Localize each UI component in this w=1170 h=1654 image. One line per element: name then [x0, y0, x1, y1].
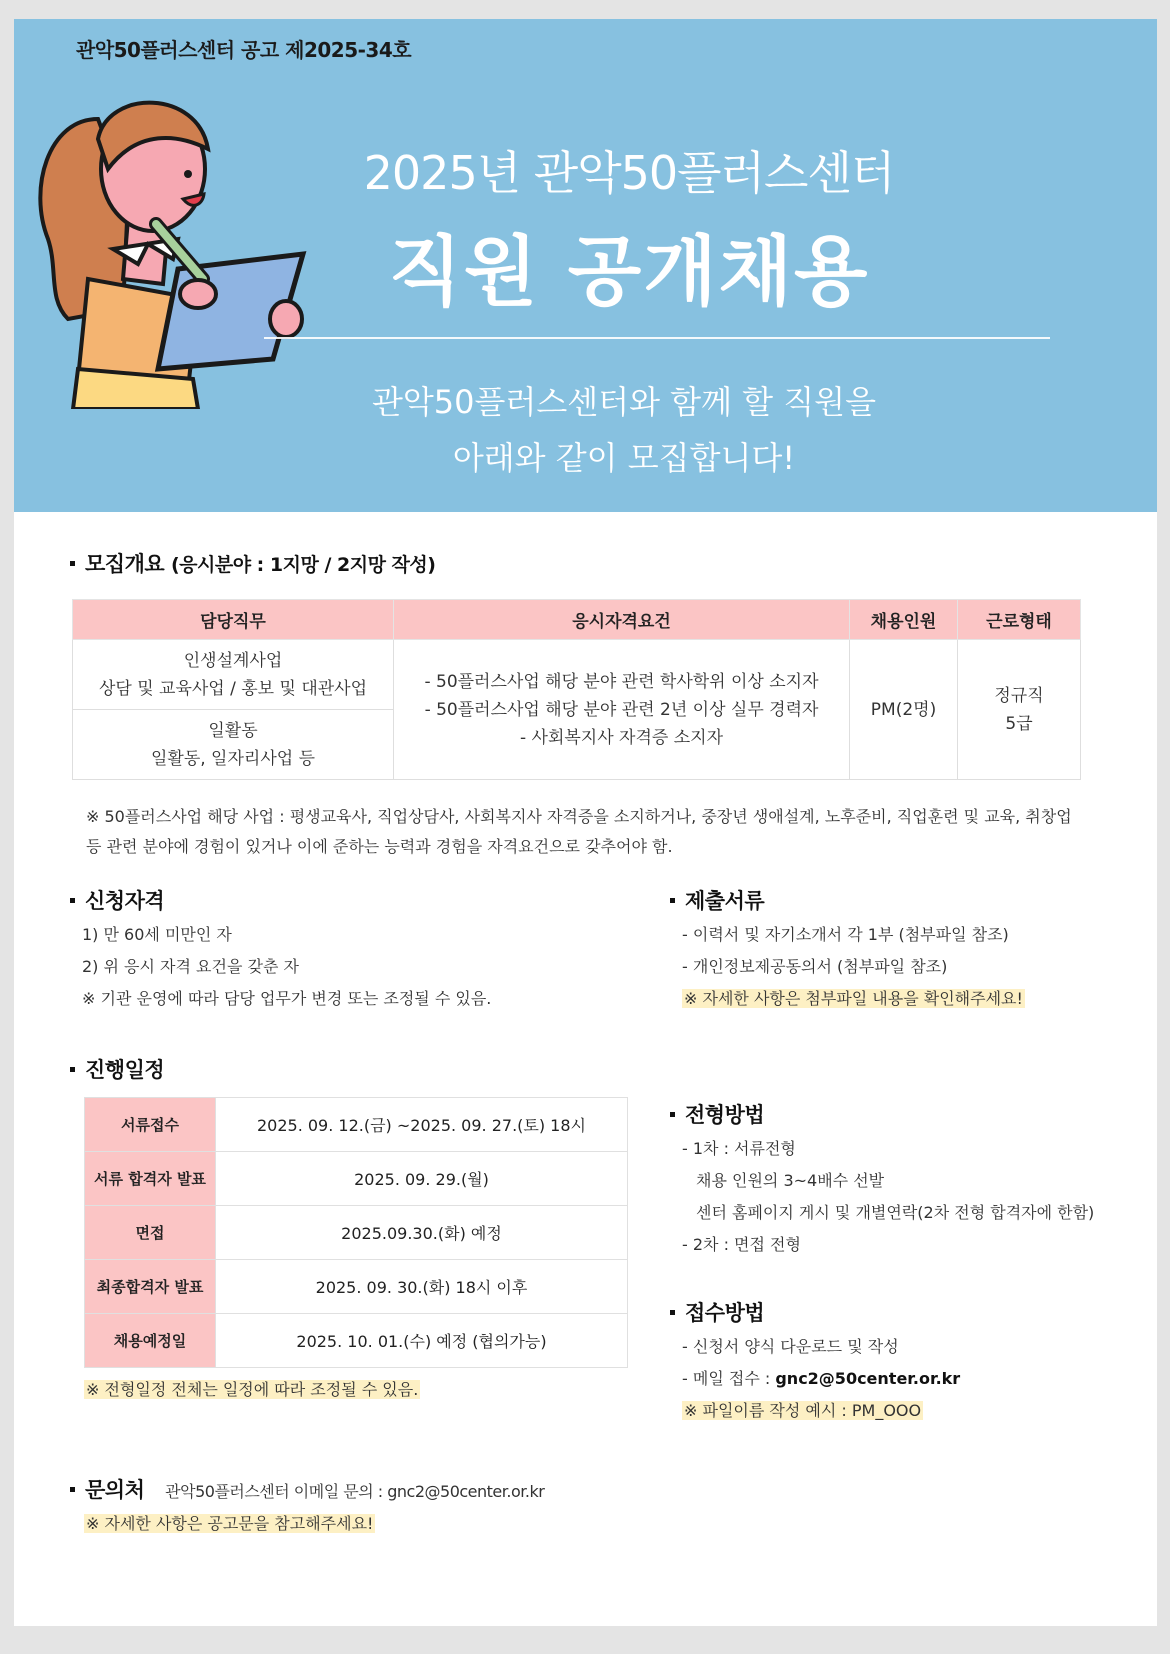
requirement-3: - 사회복지사 자격증 소지자 [520, 727, 723, 748]
contact-title [70, 1474, 544, 1504]
table-row [73, 640, 1081, 710]
schedule-label: 서류 합격자 발표 [85, 1152, 216, 1206]
application-email[interactable]: gnc2@50center.or.kr [775, 1369, 961, 1388]
job-2-name: 일활동 [208, 720, 258, 741]
table-row [85, 1260, 628, 1314]
application-item-1: - 신청서 양식 다운로드 및 작성 [682, 1337, 899, 1356]
requirement-1: - 50플러스사업 해당 분야 관련 학사학위 이상 소지자 [424, 671, 819, 692]
application-title-text: 접수방법 [685, 1301, 765, 1325]
header-employment-type: 근로형태 [958, 600, 1081, 640]
bullet-icon [670, 1310, 675, 1315]
documents-title [670, 885, 764, 915]
schedule-value: 2025.09.30.(화) 예정 [216, 1206, 628, 1260]
selection-item-1: - 1차 : 서류전형 [682, 1139, 796, 1158]
overview-footnote: ※ 50플러스사업 해당 사업 : 평생교육사, 직업상담사, 사회복지사 자격증을 소지하거나, 중장년 생애설계, 노후준비, 직업훈련 및 교육, 취창업 등 관련 분야에 경험이 있거나 이에 준하는 능력과 경험을 자격요건으로 갖추어야 함. [86, 807, 1072, 856]
schedule-value: 2025. 09. 29.(월) [216, 1152, 628, 1206]
schedule-note-wrap [84, 1374, 420, 1406]
employment-type: 정규직 [994, 685, 1044, 706]
notice-number: 관악50플러스센터 공고 제2025-34호 [76, 38, 412, 62]
hero-desc-line1: 관악50플러스센터와 함께 할 직원을 [371, 383, 876, 421]
overview-title-note: (응시분야 : 1지망 / 2지망 작성) [170, 554, 436, 576]
job-1-name: 인생설계사업 [183, 650, 283, 671]
documents-note: ※ 자세한 사항은 첨부파일 내용을 확인해주세요! [684, 989, 1023, 1008]
documents-title-text: 제출서류 [685, 889, 765, 913]
selection-item-2: 채용 인원의 3~4배수 선발 [696, 1171, 885, 1190]
table-row [85, 1098, 628, 1152]
bullet-icon [670, 898, 675, 903]
eligibility-title [70, 885, 164, 915]
contact-note-wrap [84, 1508, 375, 1540]
hero-description [214, 374, 1034, 486]
schedule-title [70, 1054, 164, 1084]
employment-type-cell [958, 640, 1081, 780]
bullet-icon [70, 1487, 75, 1492]
table-row [85, 1152, 628, 1206]
hero-banner [14, 19, 1157, 512]
schedule-value: 2025. 09. 12.(금) ~2025. 09. 27.(토) 18시 [216, 1098, 628, 1152]
schedule-label: 서류접수 [85, 1098, 216, 1152]
contact-title-text: 문의처 [85, 1478, 145, 1502]
hero-title: 직원 공개채용 [388, 227, 870, 316]
documents-item-1: - 이력서 및 자기소개서 각 1부 (첨부파일 참조) [682, 925, 1009, 944]
job-posting [14, 19, 1157, 1626]
table-header-row [73, 600, 1081, 640]
bullet-icon [70, 898, 75, 903]
hero-divider [264, 337, 1050, 339]
eligibility-list [82, 919, 491, 1015]
employment-grade: 5급 [1005, 713, 1033, 734]
application-item-2 [682, 1363, 960, 1395]
job-2-detail: 일활동, 일자리사업 등 [150, 748, 315, 769]
bullet-icon [670, 1112, 675, 1117]
application-email-prefix: - 메일 접수 : [682, 1369, 776, 1388]
selection-item-4: - 2차 : 면접 전형 [682, 1235, 801, 1254]
application-title [670, 1297, 764, 1327]
application-note: ※ 파일이름 작성 예시 : PM_OOO [684, 1401, 922, 1420]
header-job: 담당직무 [73, 600, 394, 640]
hero-desc-line2: 아래와 같이 모집합니다! [452, 439, 796, 477]
schedule-title-text: 진행일정 [85, 1058, 165, 1082]
job-cell-2 [73, 710, 394, 780]
schedule-label: 면접 [85, 1206, 216, 1260]
schedule-label: 채용예정일 [85, 1314, 216, 1368]
requirement-2: - 50플러스사업 해당 분야 관련 2년 이상 실무 경력자 [424, 699, 819, 720]
schedule-table [84, 1097, 628, 1368]
documents-item-2: - 개인정보제공동의서 (첨부파일 참조) [682, 957, 948, 976]
schedule-value: 2025. 10. 01.(수) 예정 (협의가능) [216, 1314, 628, 1368]
overview-table [72, 599, 1081, 780]
job-1-detail: 상담 및 교육사업 / 홍보 및 대관사업 [98, 678, 368, 699]
overview-title [70, 548, 435, 578]
selection-title [670, 1099, 764, 1129]
header-headcount: 채용인원 [850, 600, 958, 640]
schedule-value: 2025. 09. 30.(화) 18시 이후 [216, 1260, 628, 1314]
application-list [682, 1331, 960, 1427]
job-cell-1 [73, 640, 394, 710]
table-row [85, 1314, 628, 1368]
overview-title-text: 모집개요 [85, 552, 165, 576]
bullet-icon [70, 561, 75, 566]
selection-item-3: 센터 홈페이지 게시 및 개별연락(2차 전형 합격자에 한함) [696, 1203, 1095, 1222]
documents-list [682, 919, 1025, 1015]
eligibility-title-text: 신청자격 [85, 889, 165, 913]
contact-text: 관악50플러스센터 이메일 문의 : gnc2@50center.or.kr [165, 1482, 545, 1501]
hero-subtitle: 2025년 관악50플러스센터 [363, 146, 895, 200]
header-requirements: 응시자격요건 [394, 600, 850, 640]
bullet-icon [70, 1067, 75, 1072]
table-row [85, 1206, 628, 1260]
schedule-label: 최종합격자 발표 [85, 1260, 216, 1314]
schedule-note: ※ 전형일정 전체는 일정에 따라 조정될 수 있음. [86, 1380, 419, 1399]
headcount-cell: PM(2명) [850, 640, 958, 780]
selection-list [682, 1133, 1094, 1261]
requirements-cell [394, 640, 850, 780]
eligibility-item-2: 2) 위 응시 자격 요건을 갖춘 자 [82, 957, 299, 976]
contact-note: ※ 자세한 사항은 공고문을 참고해주세요! [86, 1514, 374, 1533]
selection-title-text: 전형방법 [685, 1103, 765, 1127]
eligibility-item-3: ※ 기관 운영에 따라 담당 업무가 변경 또는 조정될 수 있음. [82, 989, 492, 1008]
eligibility-item-1: 1) 만 60세 미만인 자 [82, 925, 232, 944]
